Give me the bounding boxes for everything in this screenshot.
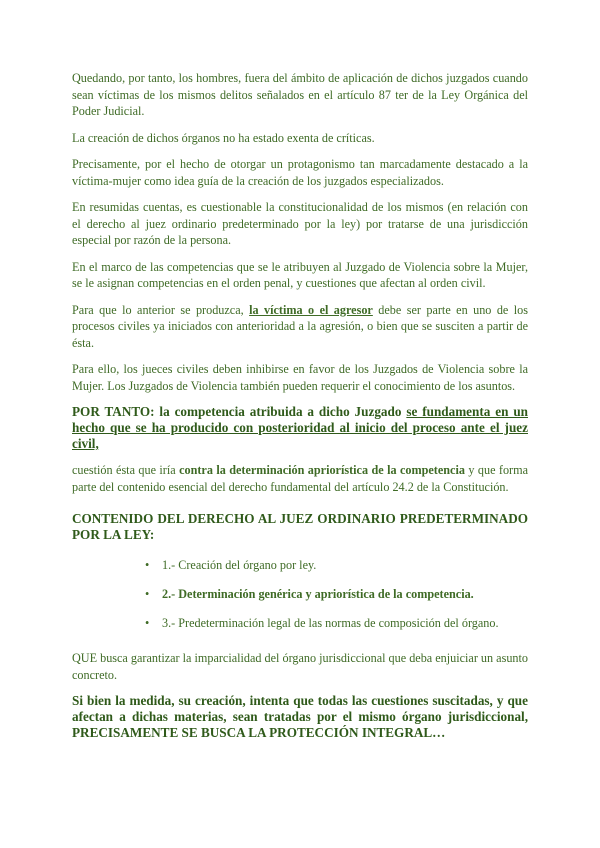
paragraph-6-emphasis: la víctima o el agresor [249, 302, 373, 317]
paragraph-6 [72, 302, 528, 352]
paragraph-10: QUE busca garantizar la imparcialidad del órgano jurisdiccional que deba enjuiciar un asunto concreto. [72, 651, 528, 682]
list-item: • 3.- Predeterminación legal de las normas de composición del órgano. [145, 616, 499, 630]
paragraph-6-text-a: Para que lo anterior se produzca, [72, 302, 250, 317]
bullet-icon: • [145, 558, 150, 572]
paragraph-7: Para ello, los jueces civiles deben inhibirse en favor de los Juzgados de Violencia sobre la Mujer. Los Juzgados de Violencia también pueden requerir el conocimiento de los asuntos. [72, 362, 528, 393]
paragraph-8-lead: POR TANTO: la competencia atribuida a dicho Juzgado [72, 404, 407, 419]
paragraph-3: Precisamente, por el hecho de otorgar un protagonismo tan marcadamente destacado a la víctima-mujer como idea guía de la creación de los juzgados especializados. [72, 157, 528, 188]
paragraph-9-text-a: cuestión ésta que iría [72, 463, 180, 477]
paragraph-9 [72, 462, 528, 495]
section-heading: CONTENIDO DEL DERECHO AL JUEZ ORDINARIO PREDETERMINADO POR LA LEY: [72, 511, 528, 542]
paragraph-8 [72, 404, 528, 452]
bullet-icon: • [145, 616, 150, 630]
list-item: • 2.- Determinación genérica y apriorística de la competencia. [145, 587, 474, 601]
list-item: • 1.- Creación del órgano por ley. [145, 558, 317, 572]
content-list [72, 557, 528, 644]
paragraph-2: La creación de dichos órganos no ha estado exenta de críticas. [72, 130, 375, 145]
paragraph-6-text-c: debe ser parte en uno de los procesos civiles ya iniciados con anterioridad a la agresión, o bien que se susciten a partir de ésta. [72, 302, 528, 350]
paragraph-11: Si bien la medida, su creación, intenta que todas las cuestiones suscitadas, y que afectan a dichas materias, sean tratadas por el mismo órgano jurisdiccional, PRECISAMENTE SE BUSCA LA PROTECCIÓN INTEGRAL… [72, 693, 528, 740]
paragraph-9-text-c: y que forma parte del contenido esencial del derecho fundamental del artículo 24.2 de la Constitución. [72, 463, 528, 494]
paragraph-8-emphasis: se fundamenta en un hecho que se ha producido con posterioridad al inicio del proceso ante el juez civil, [72, 404, 528, 451]
paragraph-4: En resumidas cuentas, es cuestionable la constitucionalidad de los mismos (en relación con el derecho al juez ordinario predeterminado por la ley) por tratarse de una jurisdicción especial por razón de la persona. [72, 200, 528, 247]
paragraph-1: Quedando, por tanto, los hombres, fuera del ámbito de aplicación de dichos juzgados cuando sean víctimas de los mismos delitos señalados en el artículo 87 ter de la Ley Orgánica del Poder Judicial. [72, 71, 528, 118]
bullet-icon: • [145, 587, 150, 601]
paragraph-5: En el marco de las competencias que se le atribuyen al Juzgado de Violencia sobre la Mujer, se le asignan competencias en el orden penal, y cuestiones que afectan al orden civil. [72, 259, 528, 290]
paragraph-9-emphasis: contra la determinación apriorística de la competencia [179, 463, 465, 477]
